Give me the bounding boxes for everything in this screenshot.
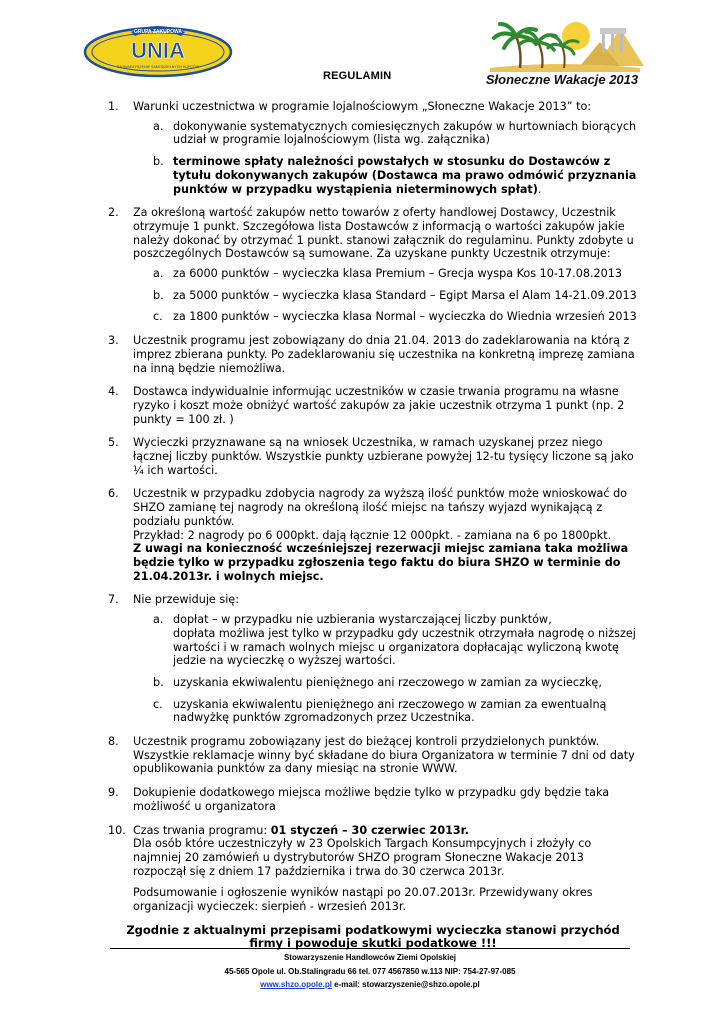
subitem-text: dopłat – w przypadku nie uzbierania wystarczającej liczby punktów, bbox=[173, 613, 552, 627]
rule-item bbox=[108, 334, 638, 375]
rule-subitem bbox=[153, 155, 638, 196]
rule-text: Uczestnik w przypadku zdobycia nagrody za wyższą ilość punktów może wnioskować do SHZO zamianę tej nagrody na określoną ilość miejsc na tańszy wyjazd wynikającą z podziału punktów. bbox=[133, 487, 628, 528]
rule-item bbox=[108, 100, 638, 196]
rule-text: Dokupienie dodatkowego miejsca możliwe będzie tylko w przypadku gdy będzie taka możliwość u organizatora bbox=[133, 786, 610, 813]
rule-item bbox=[108, 206, 638, 324]
subitem-letter: c. bbox=[153, 697, 163, 711]
subitem-letter: a. bbox=[153, 267, 164, 281]
rule-item bbox=[108, 593, 638, 725]
results-announcement: Podsumowanie i ogłoszenie wyników nastąpi po 20.07.2013r. Przewidywany okres organizacji wycieczek: sierpień - wrzesień 2013r. bbox=[133, 886, 593, 914]
rule-number: 9. bbox=[108, 786, 119, 800]
rule-subitem bbox=[153, 120, 638, 147]
document-title: REGULAMIN bbox=[323, 70, 392, 82]
rule-item bbox=[108, 385, 638, 426]
subitem-letter: c. bbox=[153, 310, 163, 324]
tax-notice: Zgodnie z aktualnymi przepisami podatkowymi wycieczka stanowi przychód firmy i powoduje skutki podatkowe !!! bbox=[126, 922, 620, 951]
subitem-letter: a. bbox=[153, 613, 164, 627]
rule-subitem bbox=[153, 613, 638, 668]
regulations-list bbox=[108, 100, 638, 951]
rule-text: Wycieczki przyznawane są na wniosek Uczestnika, w ramach uzyskanej przez niego łącznej liczby punktów. Wszystkie punkty uzbierane powyżej 12-tu tysięcy liczone są jako ¼ ich wartości. bbox=[133, 436, 634, 477]
rule-subitem bbox=[153, 289, 638, 303]
rule-text: Warunki uczestnictwa w programie lojalnościowym „Słoneczne Wakacje 2013” to: bbox=[133, 100, 592, 113]
subitem-text-continued: dopłata możliwa jest tylko w przypadku gdy uczestnik otrzymała nagrodę o niższej wartości i w ramach wolnych miejsc u organizatora dopłacając wyliczoną kwotę jedzie na wycieczkę o wyższej wartości. bbox=[173, 626, 636, 668]
unia-logo bbox=[83, 18, 233, 82]
subitem-text: za 6000 punktów – wycieczka klasa Premium – Grecja wyspa Kos 10-17.08.2013 bbox=[173, 267, 622, 281]
rule-text: Nie przewiduje się: bbox=[133, 593, 239, 607]
rule-number: 5. bbox=[108, 436, 119, 450]
subitem-text: uzyskania ekwiwalentu pieniężnego ani rzeczowego w zamian za ewentualną nadwyżkę punktów zgromadzonych przez Uczestnika. bbox=[173, 697, 607, 725]
subitem-letter: b. bbox=[153, 155, 164, 169]
rule-number: 7. bbox=[108, 593, 119, 607]
rule-number: 3. bbox=[108, 334, 119, 348]
rule-number: 2. bbox=[108, 206, 119, 220]
rule-subitem bbox=[153, 310, 638, 324]
footer-address: 45-565 Opole ul. Ob.Stalingradu 66 tel. 077 4567850 w.113 NIP: 754-27-97-085 bbox=[224, 967, 516, 976]
rule-text: Uczestnik programu zobowiązany jest do bieżącej kontroli przydzielonych punktów. Wszystkie reklamacje winny być składane do biura Organizatora w terminie 7 dni od daty opublikowania punktów za dany miesiąc na stronie WWW. bbox=[133, 735, 635, 776]
subitem-text: dokonywanie systematycznych comiesięcznych zakupów w hurtowniach biorących udział w programie lojalnościowym (lista wg. załącznika) bbox=[173, 119, 637, 147]
rule-text: Dostawca indywidualnie informując uczestników w czasie trwania programu na własne ryzyko i koszt może obniżyć wartość zakupów za jakie uczestnik otrzyma 1 punkt (np. 2 punkty = 100 zł. ) bbox=[133, 385, 625, 426]
rule-text: Uczestnik programu jest zobowiązany do dnia 21.04. 2013 do zadeklarowania na którą z imprez zbierana punkty. Po zadeklarowaniu się uczestnika na konkretną imprezę zamiana na inną będzie niemożliwa. bbox=[133, 334, 635, 375]
rule-number: 6. bbox=[108, 487, 119, 501]
subitem-text-bold: terminowe spłaty należności powstałych w stosunku do Dostawców z tytułu dokonywanych zakupów (Dostawca ma prawo odmówić przyznania punktów w przypadku wystąpienia nieterminowych spłat) bbox=[173, 155, 637, 196]
footer-divider bbox=[110, 948, 630, 949]
footer-contact bbox=[110, 980, 630, 989]
footer-organization: Stowarzyszenie Handlowców Ziemi Opolskiej bbox=[283, 953, 457, 962]
subitem-tail: . bbox=[537, 182, 542, 196]
website-link[interactable]: www.shzo.opole.pl bbox=[260, 980, 332, 989]
logo-caption: Słoneczne Wakacje 2013 bbox=[485, 72, 639, 87]
unia-top-text: GRUPA ZAKUPOWA bbox=[133, 29, 183, 35]
unia-bottom-text: STOWARZYSZENIE SAMODZIELNYCH KUPCÓW bbox=[116, 65, 200, 69]
rule-text: Za określoną wartość zakupów netto towarów z oferty handlowej Dostawcy, Uczestnik otrzymuje 1 punkt. Szczegółowa lista Dostawców z informacją o wartości zakupów jakie należy dokonać by otrzymać 1 punkt. stanowi załącznik do regulaminu. Punkty zdobyte u poszczególnych Dostawców są sumowane. Za uzyskane punkty Uczestnik otrzymuje: bbox=[133, 206, 634, 261]
rule-bold-note: Z uwagi na konieczność wcześniejszej rezerwacji miejsc zamiana taka możliwa będzie tylko w przypadku zgłoszenia tego faktu do biura SHZO w terminie do 21.04.2013r. i wolnych miejsc. bbox=[133, 542, 629, 583]
rule-example: Przykład: 2 nagrody po 6 000pkt. dają łącznie 12 000pkt. - zamiana na 6 po 1800pkt. bbox=[133, 528, 612, 542]
rule-number: 1. bbox=[108, 100, 119, 113]
rule-subitem bbox=[153, 698, 638, 725]
rule-number: 10. bbox=[108, 823, 126, 837]
rule-text-continued: Dla osób które uczestniczyły w 23 Opolskich Targach Konsumpcyjnych i złożyły co najmniej 20 zamówień u dystrybutorów SHZO program Słoneczne Wakacje 2013 rozpoczął się z dniem 17 października i trwa do 30 czerwca 2013r. bbox=[133, 837, 592, 878]
unia-text: UNIA bbox=[131, 38, 185, 63]
rule-item bbox=[108, 735, 638, 776]
subitem-text: uzyskania ekwiwalentu pieniężnego ani rzeczowego w zamian za wycieczkę, bbox=[173, 675, 602, 689]
rule-item bbox=[108, 436, 638, 477]
rule-text: Czas trwania programu: bbox=[133, 823, 271, 837]
subitem-letter: b. bbox=[153, 288, 164, 302]
subitem-text: za 1800 punktów – wycieczka klasa Normal – wycieczka do Wiednia wrzesień 2013 bbox=[173, 310, 637, 324]
subitem-text: za 5000 punktów – wycieczka klasa Standard – Egipt Marsa el Alam 14-21.09.2013 bbox=[173, 288, 637, 302]
rule-subitem bbox=[153, 676, 638, 690]
rule-number: 8. bbox=[108, 735, 119, 749]
subitem-letter: b. bbox=[153, 675, 164, 689]
program-period: 01 styczeń – 30 czerwiec 2013r. bbox=[270, 823, 469, 837]
rule-item bbox=[108, 786, 638, 813]
rule-subitem bbox=[153, 267, 638, 281]
rule-item bbox=[108, 824, 638, 914]
rule-item bbox=[108, 487, 638, 583]
rule-number: 4. bbox=[108, 385, 119, 399]
footer-email: e-mail: stowarzyszenie@shzo.opole.pl bbox=[331, 980, 480, 989]
subitem-letter: a. bbox=[153, 119, 164, 133]
